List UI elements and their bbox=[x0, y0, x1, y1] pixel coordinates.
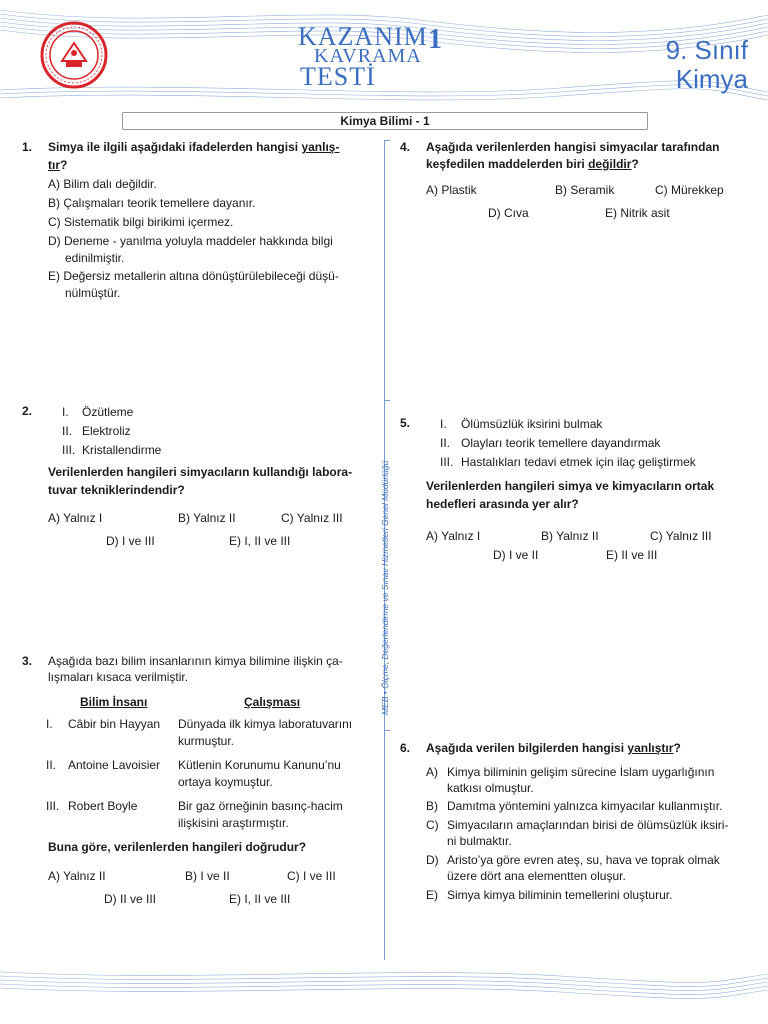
q2-number: 2. bbox=[22, 404, 33, 418]
q5-item-1: Ölümsüzlük iksirini bulmak bbox=[461, 417, 603, 431]
q5-option-a[interactable]: A) Yalnız I bbox=[426, 529, 481, 543]
q3-row3-work2: ilişkisini araştırmıştır. bbox=[178, 816, 289, 830]
grade-label: 9. Sınıf bbox=[665, 35, 748, 65]
q5-item-3-roman: III. bbox=[440, 455, 454, 469]
q6-option-b[interactable]: Damıtma yöntemini yalnızca kimyacılar kullanmıştır. bbox=[447, 799, 723, 813]
q1-number: 1. bbox=[22, 140, 33, 154]
q5-stem-line1: Verilenlerden hangileri simya ve kimyacıların ortak bbox=[426, 479, 715, 493]
logo-number: 1 bbox=[428, 24, 443, 55]
q6-stem-end: ? bbox=[673, 741, 681, 755]
q6-option-d[interactable]: Aristo’ya göre evren ateş, su, hava ve toprak olmak bbox=[447, 853, 720, 867]
q3-row2-work1: Kütlenin Korunumu Kanunu’nu bbox=[178, 758, 341, 772]
q3-row3-roman: III. bbox=[46, 799, 60, 813]
q4-option-b[interactable]: B) Seramik bbox=[555, 183, 615, 197]
q3-row3-work1: Bir gaz örneğinin basınç-hacim bbox=[178, 799, 343, 813]
q1-option-d[interactable]: D) Deneme - yanılma yoluyla maddeler hakkında bilgi bbox=[48, 234, 333, 248]
q6-option-c[interactable]: Simyacıların amaçlarından birisi de ölümsüzlük iksiri- bbox=[447, 818, 729, 832]
q5-item-2: Olayları teorik temellere dayandırmak bbox=[461, 436, 661, 450]
q2-option-d[interactable]: D) I ve III bbox=[106, 534, 155, 548]
q2-option-e[interactable]: E) I, II ve III bbox=[229, 534, 291, 548]
footer-wave-decoration bbox=[0, 964, 768, 1024]
q4-option-d[interactable]: D) Cıva bbox=[488, 206, 529, 220]
q6-stem-underlined: yanlıştır bbox=[627, 741, 674, 755]
q3-intro-line2: lışmaları kısaca verilmiştir. bbox=[48, 670, 189, 684]
q6-option-c-letter[interactable]: C) bbox=[426, 818, 439, 832]
q3-option-b[interactable]: B) I ve II bbox=[185, 869, 230, 883]
q2-item-1: Özütleme bbox=[82, 405, 134, 419]
q3-option-d[interactable]: D) II ve III bbox=[104, 892, 157, 906]
q2-item-3-roman: III. bbox=[62, 443, 76, 457]
q1-option-a[interactable]: A) Bilim dalı değildir. bbox=[48, 177, 157, 191]
q2-item-2-roman: II. bbox=[62, 424, 73, 438]
test-logo bbox=[296, 20, 456, 92]
q6-option-d-letter[interactable]: D) bbox=[426, 853, 439, 867]
q3-row1-roman: I. bbox=[46, 717, 53, 731]
q2-item-3: Kristallendirme bbox=[82, 443, 162, 457]
grade-subject bbox=[666, 36, 748, 94]
q4-stem-underlined: değildir bbox=[588, 157, 632, 171]
q3-row1-work1: Dünyada ilk kimya laboratuvarını bbox=[178, 717, 353, 731]
q4-stem-end: ? bbox=[631, 157, 639, 171]
q2-stem-line1: Verilenlerden hangileri simyacıların kullandığı labora- bbox=[48, 465, 353, 479]
q2-item-2: Elektroliz bbox=[82, 424, 131, 438]
q5-option-d[interactable]: D) I ve II bbox=[493, 548, 539, 562]
q5-number: 5. bbox=[400, 416, 411, 430]
q3-row1-work2: kurmuştur. bbox=[178, 734, 235, 748]
q4-stem-line1: Aşağıda verilenlerden hangisi simyacılar tarafından bbox=[426, 140, 720, 154]
q2-option-c[interactable]: C) Yalnız III bbox=[281, 511, 343, 525]
q3-option-a[interactable]: A) Yalnız II bbox=[48, 869, 106, 883]
q2-item-1-roman: I. bbox=[62, 405, 69, 419]
q3-row2-name: Antoine Lavoisier bbox=[68, 758, 161, 772]
q6-option-d-cont: üzere dört ana elementten oluşur. bbox=[447, 869, 626, 883]
q6-option-a-cont: katkısı olmuştur. bbox=[447, 781, 534, 795]
logo-line1: KAZANIM bbox=[298, 22, 428, 51]
q6-option-c-cont: ni bulmaktır. bbox=[447, 834, 512, 848]
q4-option-a[interactable]: A) Plastik bbox=[426, 183, 477, 197]
q2-stem-line2: tuvar tekniklerindendir? bbox=[48, 483, 185, 497]
q3-option-e[interactable]: E) I, II ve III bbox=[229, 892, 291, 906]
q6-option-b-letter[interactable]: B) bbox=[426, 799, 438, 813]
q1-stem: Simya ile ilgili aşağıdaki ifadelerden hangisi bbox=[48, 140, 299, 154]
q6-option-e-letter[interactable]: E) bbox=[426, 888, 438, 902]
q3-row2-roman: II. bbox=[46, 758, 57, 772]
q1-stem-underlined: yanlış- bbox=[301, 140, 340, 154]
q4-stem-line2: keşfedilen maddelerden biri bbox=[426, 157, 585, 171]
q5-item-3: Hastalıkları tedavi etmek için ilaç geliştirmek bbox=[461, 455, 696, 469]
q4-number: 4. bbox=[400, 140, 411, 154]
q4-option-c[interactable]: C) Mürekkep bbox=[655, 183, 724, 197]
subject-label: Kimya bbox=[675, 64, 748, 94]
q5-item-1-roman: I. bbox=[440, 417, 447, 431]
q3-col-scientist: Bilim İnsanı bbox=[80, 695, 148, 709]
q1-option-b[interactable]: B) Çalışmaları teorik temellere dayanır. bbox=[48, 196, 256, 210]
logo-line3: TESTİ bbox=[300, 62, 376, 91]
q3-option-c[interactable]: C) I ve III bbox=[287, 869, 336, 883]
q3-row2-work2: ortaya koymuştur. bbox=[178, 775, 273, 789]
side-text-label: MEB • Ölçme, Değerlendirme ve Sınav Hizmetleri Genel Müdürlüğü bbox=[380, 460, 390, 715]
q1-stem-end: ? bbox=[60, 158, 68, 172]
q3-stem: Buna göre, verilenlerden hangileri doğrudur? bbox=[48, 840, 307, 854]
q6-number: 6. bbox=[400, 741, 411, 755]
q4-option-e[interactable]: E) Nitrik asit bbox=[605, 206, 670, 220]
side-vertical-text bbox=[374, 385, 394, 725]
q6-option-a[interactable]: Kimya biliminin gelişim sürecine İslam uygarlığının bbox=[447, 765, 715, 779]
q5-stem-line2: hedefleri arasında yer alır? bbox=[426, 497, 579, 511]
q2-option-b[interactable]: B) Yalnız II bbox=[178, 511, 236, 525]
q3-intro-line1: Aşağıda bazı bilim insanlarının kimya bilimine ilişkin ça- bbox=[48, 654, 343, 668]
divider-tick-top bbox=[384, 140, 390, 141]
section-title: Kimya Bilimi - 1 bbox=[340, 114, 430, 128]
q6-option-e[interactable]: Simya kimya biliminin temellerini oluşturur. bbox=[447, 888, 673, 902]
logo-line2: KAVRAMA bbox=[314, 45, 422, 67]
q5-option-e[interactable]: E) II ve III bbox=[606, 548, 658, 562]
q3-col-work: Çalışması bbox=[244, 695, 301, 709]
meb-seal-logo bbox=[40, 21, 108, 89]
q5-option-c[interactable]: C) Yalnız III bbox=[650, 529, 712, 543]
q5-option-b[interactable]: B) Yalnız II bbox=[541, 529, 599, 543]
divider-tick-low bbox=[384, 730, 390, 731]
q1-option-d-cont: edinilmiştir. bbox=[65, 251, 125, 265]
q6-option-a-letter[interactable]: A) bbox=[426, 765, 438, 779]
q3-row3-name: Robert Boyle bbox=[68, 799, 138, 813]
q1-stem-underlined-2: tır bbox=[48, 158, 60, 172]
q1-option-e[interactable]: E) Değersiz metallerin altına dönüştürülebileceği düşü- bbox=[48, 269, 339, 283]
q2-option-a[interactable]: A) Yalnız I bbox=[48, 511, 103, 525]
q1-option-c[interactable]: C) Sistematik bilgi birikimi içermez. bbox=[48, 215, 234, 229]
q6-stem: Aşağıda verilen bilgilerden hangisi bbox=[426, 741, 625, 755]
section-title-bar bbox=[122, 112, 648, 130]
q3-row1-name: Câbir bin Hayyan bbox=[68, 717, 161, 731]
q5-item-2-roman: II. bbox=[440, 436, 451, 450]
q1-option-e-cont: nülmüştür. bbox=[65, 286, 121, 300]
q3-number: 3. bbox=[22, 654, 33, 668]
